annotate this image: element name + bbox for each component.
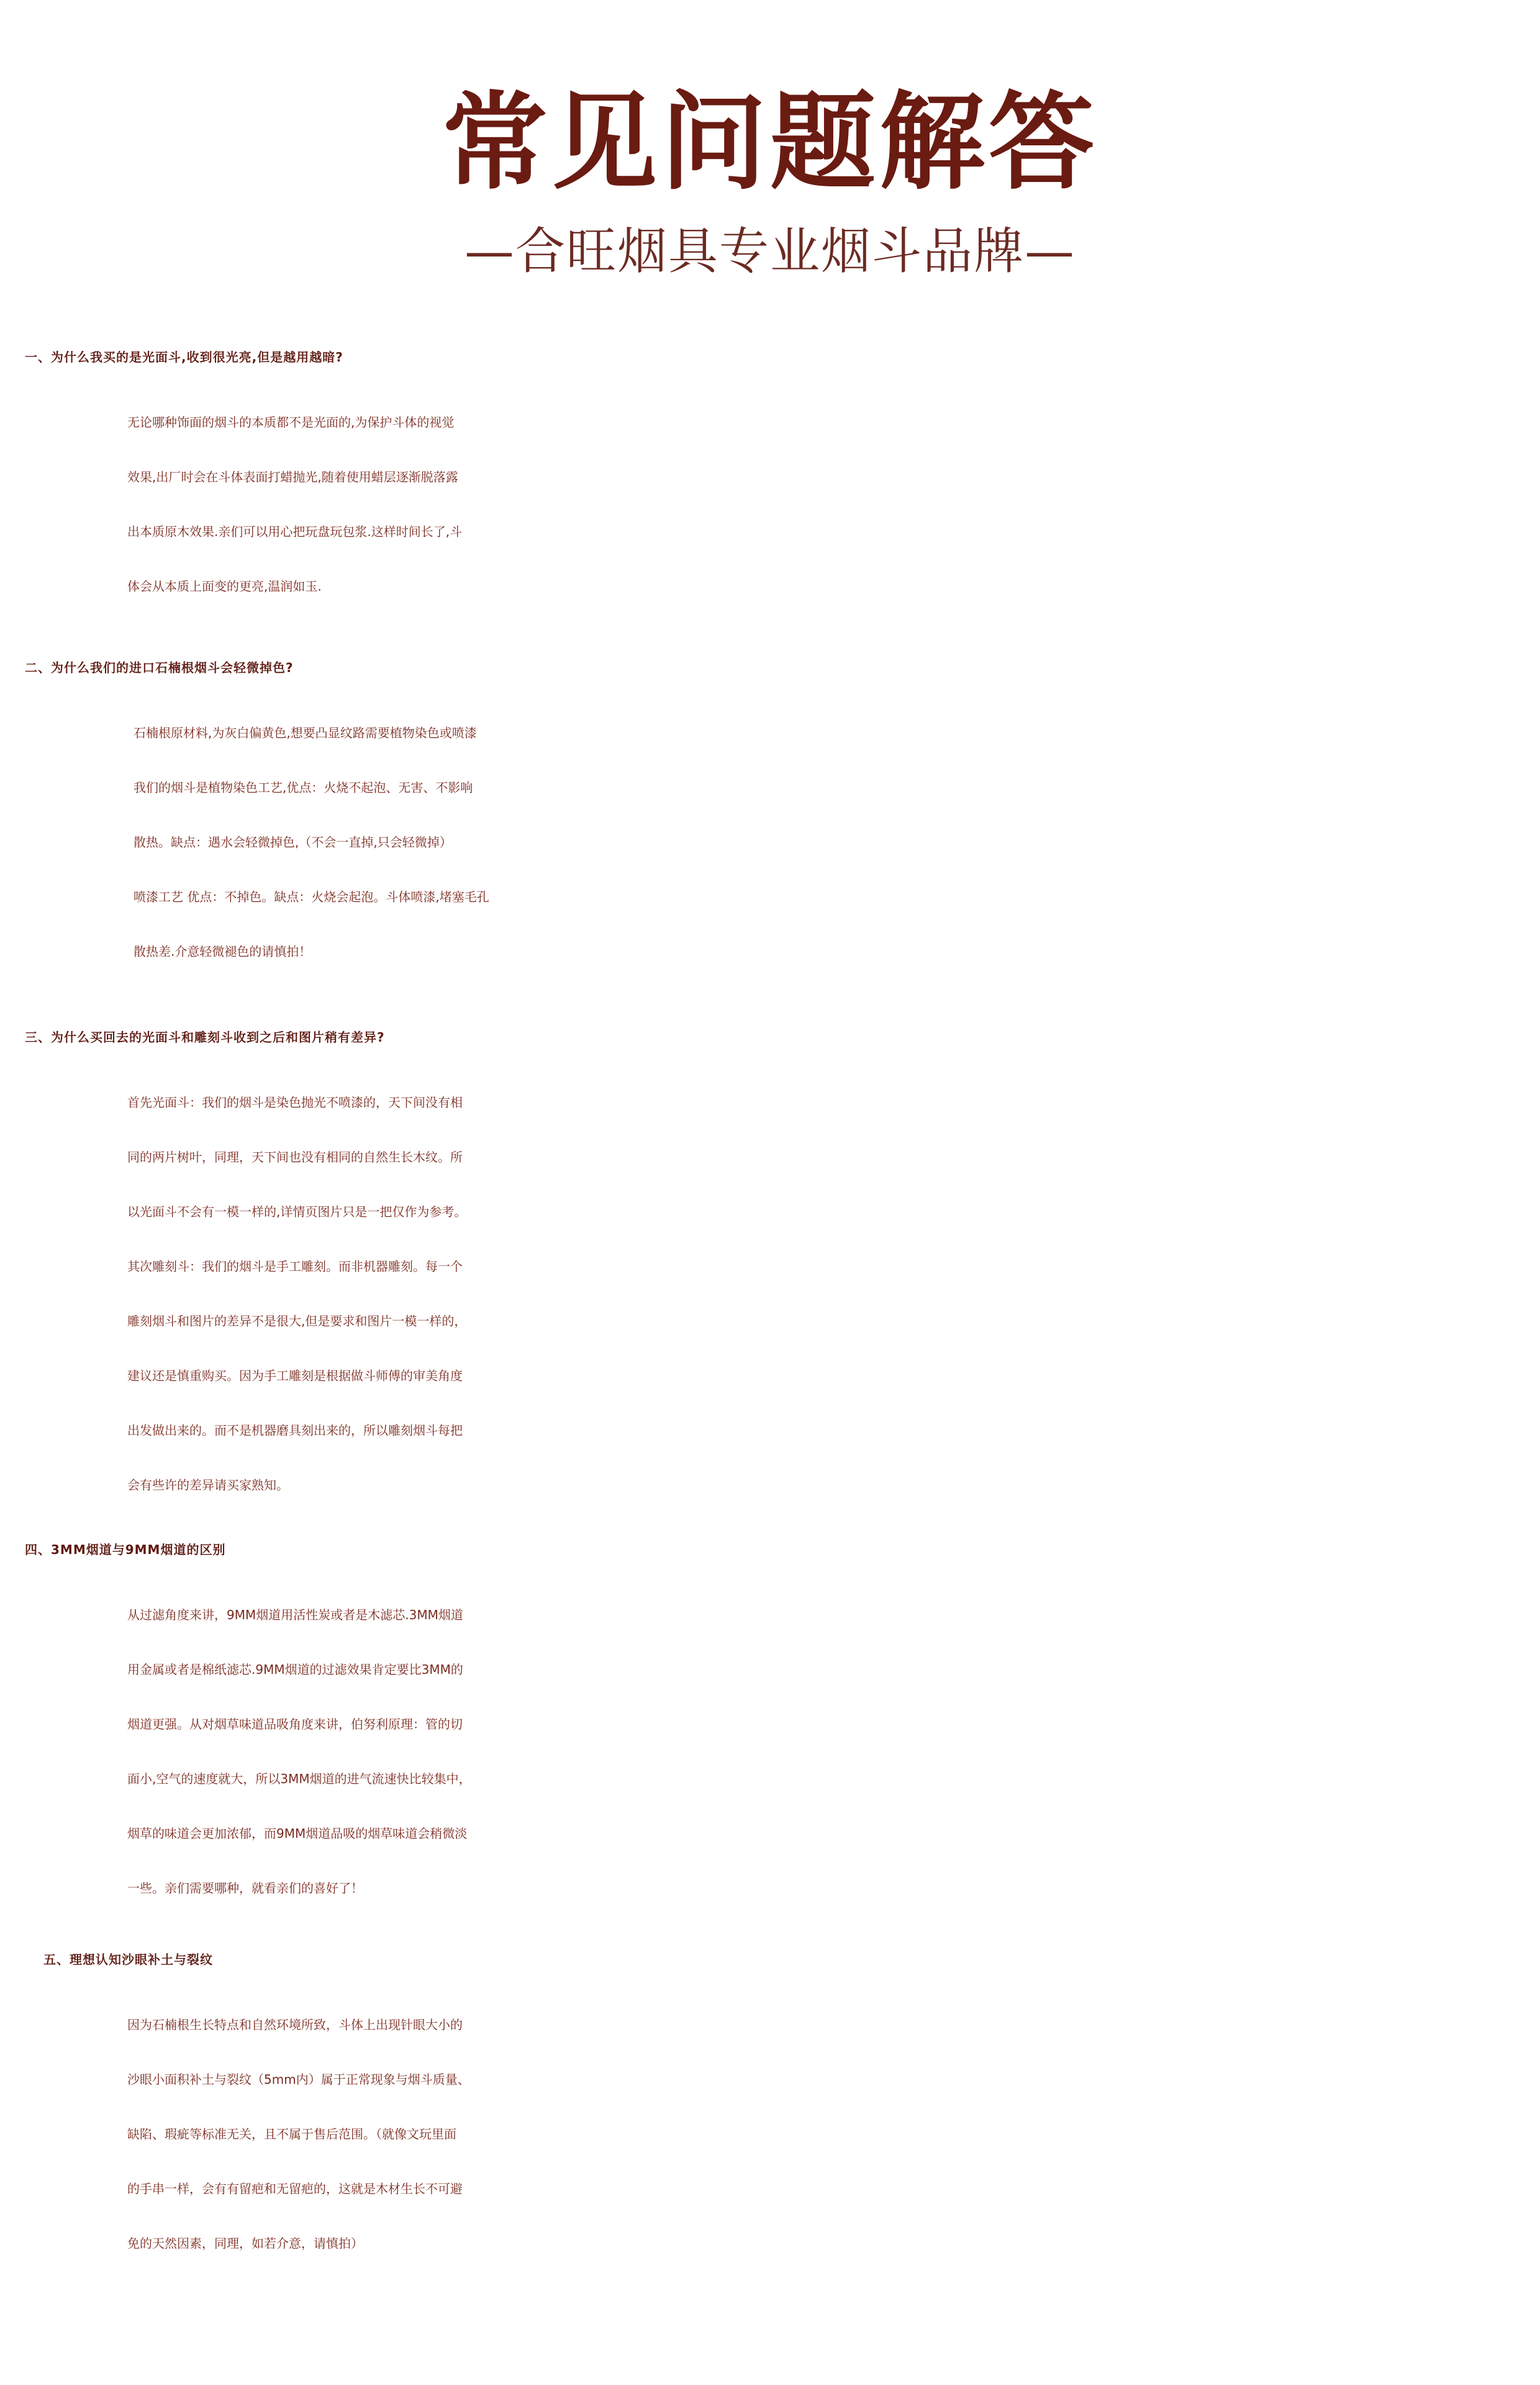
faq-answer-line: 无论哪种饰面的烟斗的本质都不是光面的,为保护斗体的视觉 [127, 415, 455, 430]
faq-answer-line: 出发做出来的。而不是机器磨具刻出来的，所以雕刻烟斗每把 [127, 1423, 463, 1438]
faq-answer-line: 喷漆工艺 优点：不掉色。缺点：火烧会起泡。斗体喷漆,堵塞毛孔 [134, 889, 489, 904]
faq-answer-line: 出本质原木效果.亲们可以用心把玩盘玩包浆.这样时间长了,斗 [127, 524, 463, 539]
faq-question-2: 二、为什么我们的进口石楠根烟斗会轻微掉色? [25, 660, 294, 675]
page-title: 常见问题解答 [442, 81, 1098, 204]
faq-answer-line: 同的两片树叶，同理，天下间也没有相同的自然生长木纹。所 [127, 1150, 463, 1165]
faq-answer-2 [0, 706, 1540, 979]
faq-answer-line: 从过滤角度来讲，9MM烟道用活性炭或者是木滤芯.3MM烟道 [127, 1607, 463, 1622]
faq-answer-line: 缺陷、瑕疵等标准无关，且不属于售后范围。（就像文玩里面 [127, 2127, 456, 2142]
faq-answer-line: 面小,空气的速度就大，所以3MM烟道的进气流速快比较集中， [127, 1771, 471, 1786]
faq-answer-line: 散热差.介意轻微褪色的请慎拍！ [134, 944, 312, 959]
faq-question-4: 四、3MM烟道与9MM烟道的区别 [25, 1542, 226, 1557]
faq-section-5 [0, 1925, 1540, 2271]
faq-question-3: 三、为什么买回去的光面斗和雕刻斗收到之后和图片稍有差异? [25, 1030, 385, 1045]
faq-answer-line: 建议还是慎重购买。因为手工雕刻是根据做斗师傅的审美角度 [127, 1368, 463, 1383]
faq-answer-line: 烟草的味道会更加浓郁，而9MM烟道品吸的烟草味道会稍微淡 [127, 1826, 468, 1841]
faq-answer-line: 免的天然因素，同理，如若介意，请慎拍） [127, 2236, 363, 2251]
faq-section-1 [0, 323, 1540, 614]
faq-answer-line: 雕刻烟斗和图片的差异不是很大,但是要求和图片一模一样的， [127, 1314, 467, 1329]
faq-answer-1 [0, 395, 1540, 614]
faq-answer-line: 会有些许的差异请买家熟知。 [127, 1478, 289, 1492]
faq-answer-3 [0, 1075, 1540, 1512]
faq-answer-line: 散热。缺点：遇水会轻微掉色,（不会一直掉,只会轻微掉） [134, 835, 452, 850]
faq-answer-line: 用金属或者是棉纸滤芯.9MM烟道的过滤效果肯定要比3MM的 [127, 1662, 463, 1677]
faq-answer-line: 一些。亲们需要哪种，就看亲们的喜好了！ [127, 1881, 363, 1896]
faq-section-2 [0, 634, 1540, 979]
faq-answer-4 [0, 1588, 1540, 1915]
faq-answer-line: 我们的烟斗是植物染色工艺,优点：火烧不起泡、无害、不影响 [134, 780, 473, 795]
faq-answer-line: 其次雕刻斗：我们的烟斗是手工雕刻。而非机器雕刻。每一个 [127, 1259, 463, 1274]
faq-answer-line: 体会从本质上面变的更亮,温润如玉. [127, 579, 322, 594]
faq-answer-line: 石楠根原材料,为灰白偏黄色,想要凸显纹路需要植物染色或喷漆 [134, 725, 477, 740]
faq-answer-5 [0, 1997, 1540, 2271]
faq-answer-line: 烟道更强。从对烟草味道品吸角度来讲，伯努利原理：管的切 [127, 1717, 463, 1732]
faq-answer-line: 的手串一样，会有有留疤和无留疤的，这就是木材生长不可避 [127, 2181, 463, 2196]
page-subtitle: —合旺烟具专业烟斗品牌— [464, 222, 1076, 280]
faq-answer-line: 沙眼小面积补土与裂纹（5mm内）属于正常现象与烟斗质量、 [127, 2072, 470, 2087]
faq-section-4 [0, 1515, 1540, 1915]
faq-answer-line: 因为石楠根生长特点和自然环境所致，斗体上出现针眼大小的 [127, 2017, 463, 2032]
faq-answer-line: 首先光面斗：我们的烟斗是染色抛光不喷漆的，天下间没有相 [127, 1095, 463, 1110]
faq-question-1: 一、为什么我买的是光面斗,收到很光亮,但是越用越暗? [25, 350, 343, 365]
faq-answer-line: 效果,出厂时会在斗体表面打蜡抛光,随着使用蜡层逐渐脱落露 [127, 470, 458, 484]
faq-question-5: 五、理想认知沙眼补土与裂纹 [43, 1952, 213, 1967]
faq-section-3 [0, 1003, 1540, 1512]
faq-answer-line: 以光面斗不会有一模一样的,详情页图片只是一把仅作为参考。 [127, 1204, 467, 1219]
